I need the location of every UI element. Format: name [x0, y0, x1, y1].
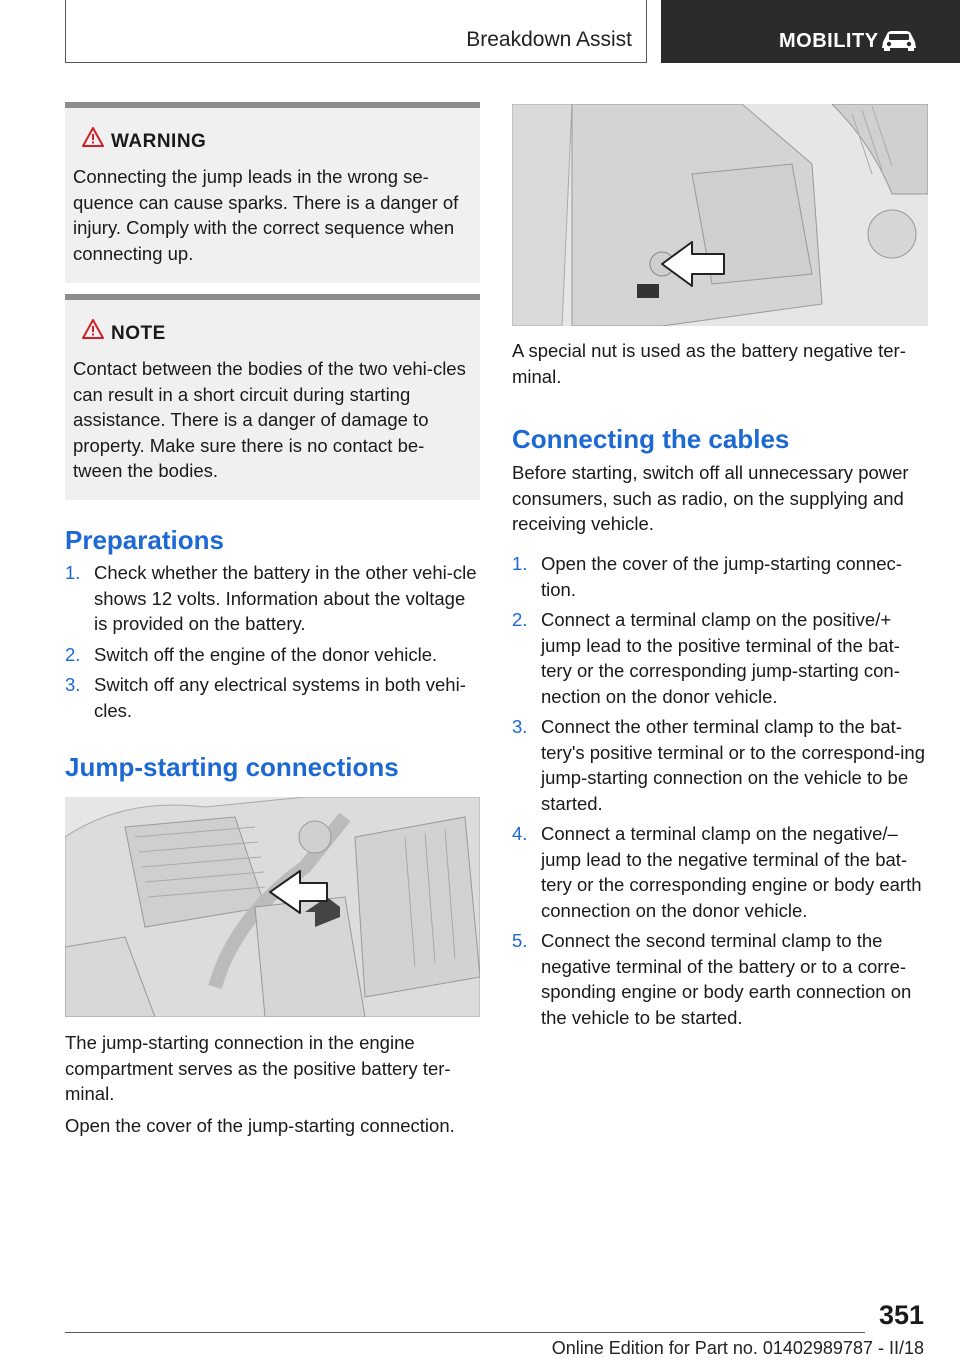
cables-steps-list: [512, 551, 928, 1035]
list-item: 5. Connect the second terminal clamp to the negative terminal of the battery or to a corre-sponding engine or body earth connection on the vehicle to be started.: [512, 930, 912, 1028]
preparations-heading: Preparations: [65, 525, 224, 555]
chapter-title: MOBILITY: [779, 30, 879, 52]
edition-text: Online Edition for Part no. 01402989787 - II/18: [551, 1338, 924, 1358]
car-icon: [879, 28, 919, 52]
list-item: 2. Switch off the engine of the donor vehicle.: [65, 643, 438, 665]
engine-compartment-figure-negative: [512, 104, 928, 326]
list-item: 3. Switch off any electrical systems in both vehi-cles.: [65, 674, 466, 721]
note-title: NOTE: [111, 323, 166, 344]
note-text: Contact between the bodies of the two vehi-cles can result in a short circuit during starting assistance. There is a danger of damage to property. Make sure there is no contact be-tween the bodies.: [73, 358, 466, 481]
note-callout: [65, 294, 480, 500]
list-item: 4. Connect a terminal clamp on the negative/– jump lead to the negative terminal of the bat-tery or the corresponding engine or body earth connection on the donor vehicle.: [512, 823, 922, 921]
engine-illustration: [65, 797, 480, 1017]
list-item: 1. Open the cover of the jump-starting connec-tion.: [512, 553, 902, 600]
negative-terminal-caption: A special nut is used as the battery negative ter-minal.: [512, 340, 906, 387]
jump-caption-2: Open the cover of the jump-starting connection.: [65, 1115, 455, 1136]
engine-illustration: [512, 104, 928, 326]
engine-compartment-figure-positive: [65, 797, 480, 1017]
preparations-list: [65, 560, 480, 728]
footer-divider: [65, 1332, 865, 1333]
header-section-box: [65, 0, 647, 63]
warning-text: Connecting the jump leads in the wrong se-quence can cause sparks. There is a danger of injury. Comply with the correct sequence when connecting up.: [73, 166, 459, 264]
warning-triangle-icon: [81, 318, 105, 340]
list-item: 1. Check whether the battery in the other vehi-cle shows 12 volts. Information about the voltage is provided on the battery.: [65, 562, 477, 634]
page-number: 351: [878, 1300, 924, 1330]
list-item: 3. Connect the other terminal clamp to the bat-tery's positive terminal or to the correspond-ing jump-starting connection on the vehicle to be started.: [512, 716, 925, 814]
warning-title: WARNING: [111, 131, 207, 152]
connecting-cables-heading: Connecting the cables: [512, 424, 790, 454]
warning-callout: [65, 102, 480, 283]
jump-caption-1: The jump-starting connection in the engine compartment serves as the positive battery ter-minal.: [65, 1032, 451, 1104]
chapter-tab: [661, 0, 960, 63]
jump-starting-heading: Jump-starting connections: [65, 752, 399, 782]
cables-intro: Before starting, switch off all unnecessary power consumers, such as radio, on the supplying and receiving vehicle.: [512, 462, 909, 534]
list-item: 2. Connect a terminal clamp on the positive/+ jump lead to the positive terminal of the bat-tery or the corresponding jump-starting con-nection on the donor vehicle.: [512, 609, 900, 707]
warning-triangle-icon: [81, 126, 105, 148]
section-title: Breakdown Assist: [466, 28, 632, 51]
